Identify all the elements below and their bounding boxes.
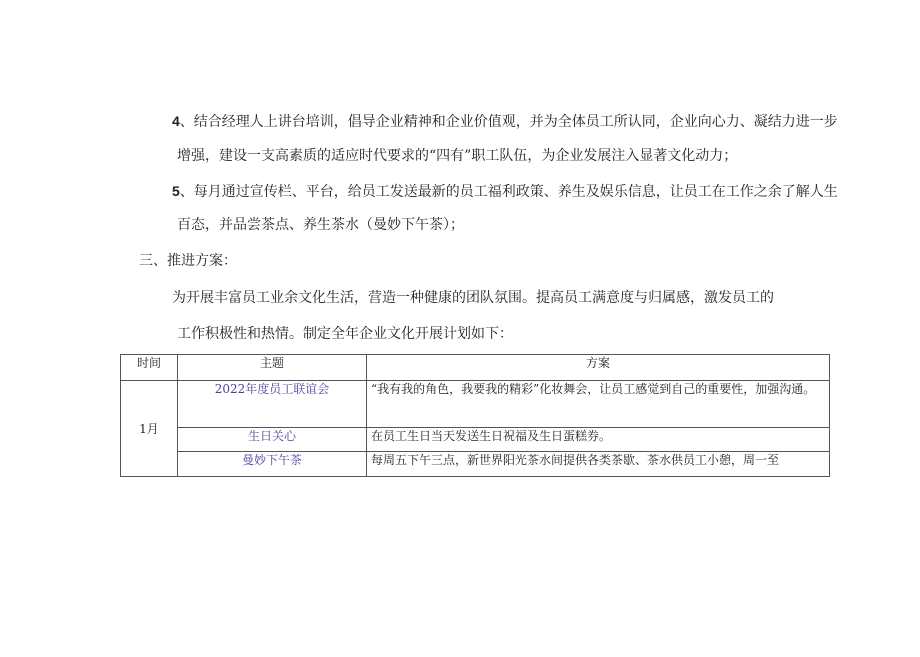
item-5-line-1	[172, 181, 838, 202]
intro-line-1: 为开展丰富员工业余文化生活，营造一种健康的团队氛围。提高员工满意度与归属感，激发员工的	[172, 290, 774, 306]
culture-plan-table	[120, 354, 830, 477]
item-5-text: 、每月通过宣传栏、平台，给员工发送最新的员工福利政策、养生及娱乐信息，让员工在工作之余了解人生	[179, 184, 838, 200]
topic-cell: 曼妙下午茶	[178, 452, 367, 477]
page-bottom-blank	[110, 487, 850, 657]
plan-cell: “我有我的角色，我要我的精彩”化妆舞会，让员工感觉到自己的重要性，加强沟通。	[367, 381, 830, 428]
header-time: 时间	[121, 355, 178, 381]
table-row	[121, 381, 830, 428]
topic-cell: 2022年度员工联谊会	[178, 381, 367, 428]
topic-cell: 生日关心	[178, 428, 367, 452]
table-row	[121, 428, 830, 452]
header-topic: 主题	[178, 355, 367, 381]
plan-cell: 每周五下午三点，新世界阳光茶水间提供各类茶歇、茶水供员工小憩，周一至	[367, 452, 830, 477]
intro-line-2: 工作积极性和热情。制定全年企业文化开展计划如下：	[177, 326, 513, 342]
item-5-number: 5	[172, 183, 180, 199]
item-4-line-2: 增强，建设一支高素质的适应时代要求的“四有”职工队伍，为企业发展注入显著文化动力；	[177, 148, 738, 164]
plan-cell: 在员工生日当天发送生日祝福及生日蛋糕券。	[367, 428, 830, 452]
item-4-line-1	[172, 111, 838, 132]
item-4-number: 4	[172, 113, 180, 129]
section-heading: 三、推进方案：	[139, 253, 237, 269]
item-4-text: 、结合经理人上讲台培训，倡导企业精神和企业价值观，并为全体员工所认同，企业向心力、凝结力进一步	[179, 114, 838, 130]
table-header-row	[121, 355, 830, 381]
table-row	[121, 452, 830, 477]
item-5-line-2: 百态，并品尝茶点、养生茶水（曼妙下午茶）；	[177, 217, 464, 233]
month-cell: 1月	[121, 381, 178, 477]
header-plan: 方案	[367, 355, 830, 381]
